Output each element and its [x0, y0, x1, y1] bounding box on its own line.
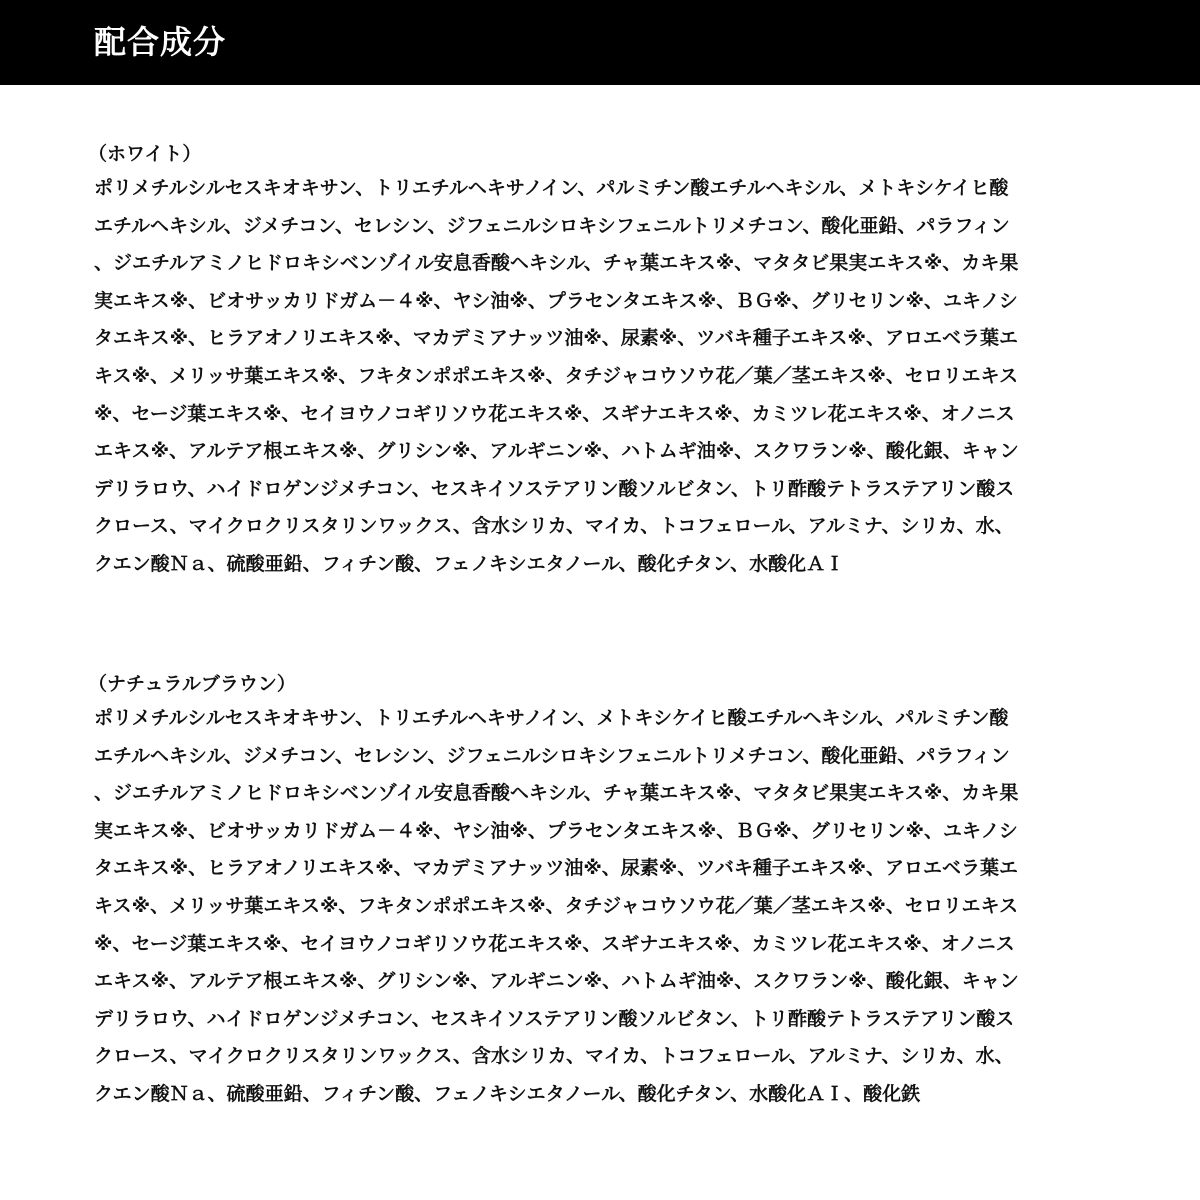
ingredient-line: デリラロウ、ハイドロゲンジメチコン、セスキイソステアリン酸ソルビタン、トリ酢酸テトラステアリン酸ス: [94, 477, 1015, 500]
ingredient-list: [94, 700, 1124, 1114]
ingredient-line: キス※、メリッサ葉エキス※、フキタンポポエキス※、タチジャコウソウ花／葉／茎エキス※、セロリエキス: [94, 894, 1019, 917]
ingredient-line: クロース、マイクロクリスタリンワックス、含水シリカ、マイカ、トコフェロール、アルミナ、シリカ、水、: [94, 1045, 1014, 1068]
ingredient-line: ポリメチルシルセスキオキサン、トリエチルヘキサノイン、パルミチン酸エチルヘキシル、メトキシケイヒ酸: [94, 177, 1009, 199]
ingredient-line: 、ジエチルアミノヒドロキシベンゾイル安息香酸ヘキシル、チャ葉エキス※、マタタビ果実エキス※、カキ果: [94, 252, 1019, 275]
variant-label: （ホワイト）: [88, 143, 202, 165]
ingredient-line: キス※、メリッサ葉エキス※、フキタンポポエキス※、タチジャコウソウ花／葉／茎エキス※、セロリエキス: [94, 364, 1019, 387]
variant-label: （ナチュラルブラウン）: [88, 673, 296, 695]
ingredient-line: ポリメチルシルセスキオキサン、トリエチルヘキサノイン、メトキシケイヒ酸エチルヘキシル、パルミチン酸: [94, 707, 1009, 729]
ingredient-line: エキス※、アルテア根エキス※、グリシン※、アルギニン※、ハトムギ油※、スクワラン※、酸化銀、キャン: [94, 440, 1019, 463]
ingredient-line: 実エキス※、ビオサッカリドガム－４※、ヤシ油※、プラセンタエキス※、ＢＧ※、グリセリン※、ユキノシ: [94, 819, 1018, 842]
ingredient-line: タエキス※、ヒラアオノリエキス※、マカデミアナッツ油※、尿素※、ツバキ種子エキス※、アロエベラ葉エ: [94, 857, 1018, 880]
ingredient-line: 、ジエチルアミノヒドロキシベンゾイル安息香酸ヘキシル、チャ葉エキス※、マタタビ果実エキス※、カキ果: [94, 782, 1019, 805]
ingredient-line: エチルヘキシル、ジメチコン、セレシン、ジフェニルシロキシフェニルトリメチコン、酸化亜鉛、パラフィン: [94, 214, 1010, 237]
ingredient-line: クエン酸Ｎａ、硫酸亜鉛、フィチン酸、フェノキシエタノール、酸化チタン、水酸化ＡＩ、酸化鉄: [94, 1082, 921, 1105]
ingredient-line: クエン酸Ｎａ、硫酸亜鉛、フィチン酸、フェノキシエタノール、酸化チタン、水酸化ＡＩ: [94, 552, 845, 575]
ingredient-line: エキス※、アルテア根エキス※、グリシン※、アルギニン※、ハトムギ油※、スクワラン※、酸化銀、キャン: [94, 970, 1019, 993]
ingredient-line: デリラロウ、ハイドロゲンジメチコン、セスキイソステアリン酸ソルビタン、トリ酢酸テトラステアリン酸ス: [94, 1007, 1015, 1030]
ingredients-section-white: [88, 138, 1124, 584]
header-bar: [0, 0, 1200, 85]
page-title: 配合成分: [94, 23, 227, 61]
ingredient-line: タエキス※、ヒラアオノリエキス※、マカデミアナッツ油※、尿素※、ツバキ種子エキス※、アロエベラ葉エ: [94, 327, 1018, 350]
ingredient-line: ※、セージ葉エキス※、セイヨウノコギリソウ花エキス※、スギナエキス※、カミツレ花エキス※、オノニス: [94, 402, 1015, 425]
ingredient-line: ※、セージ葉エキス※、セイヨウノコギリソウ花エキス※、スギナエキス※、カミツレ花エキス※、オノニス: [94, 932, 1015, 955]
ingredient-list: [94, 170, 1124, 584]
ingredient-line: クロース、マイクロクリスタリンワックス、含水シリカ、マイカ、トコフェロール、アルミナ、シリカ、水、: [94, 515, 1014, 538]
ingredients-section-natural-brown: [88, 668, 1124, 1114]
ingredient-line: 実エキス※、ビオサッカリドガム－４※、ヤシ油※、プラセンタエキス※、ＢＧ※、グリセリン※、ユキノシ: [94, 289, 1018, 312]
ingredient-line: エチルヘキシル、ジメチコン、セレシン、ジフェニルシロキシフェニルトリメチコン、酸化亜鉛、パラフィン: [94, 744, 1010, 767]
